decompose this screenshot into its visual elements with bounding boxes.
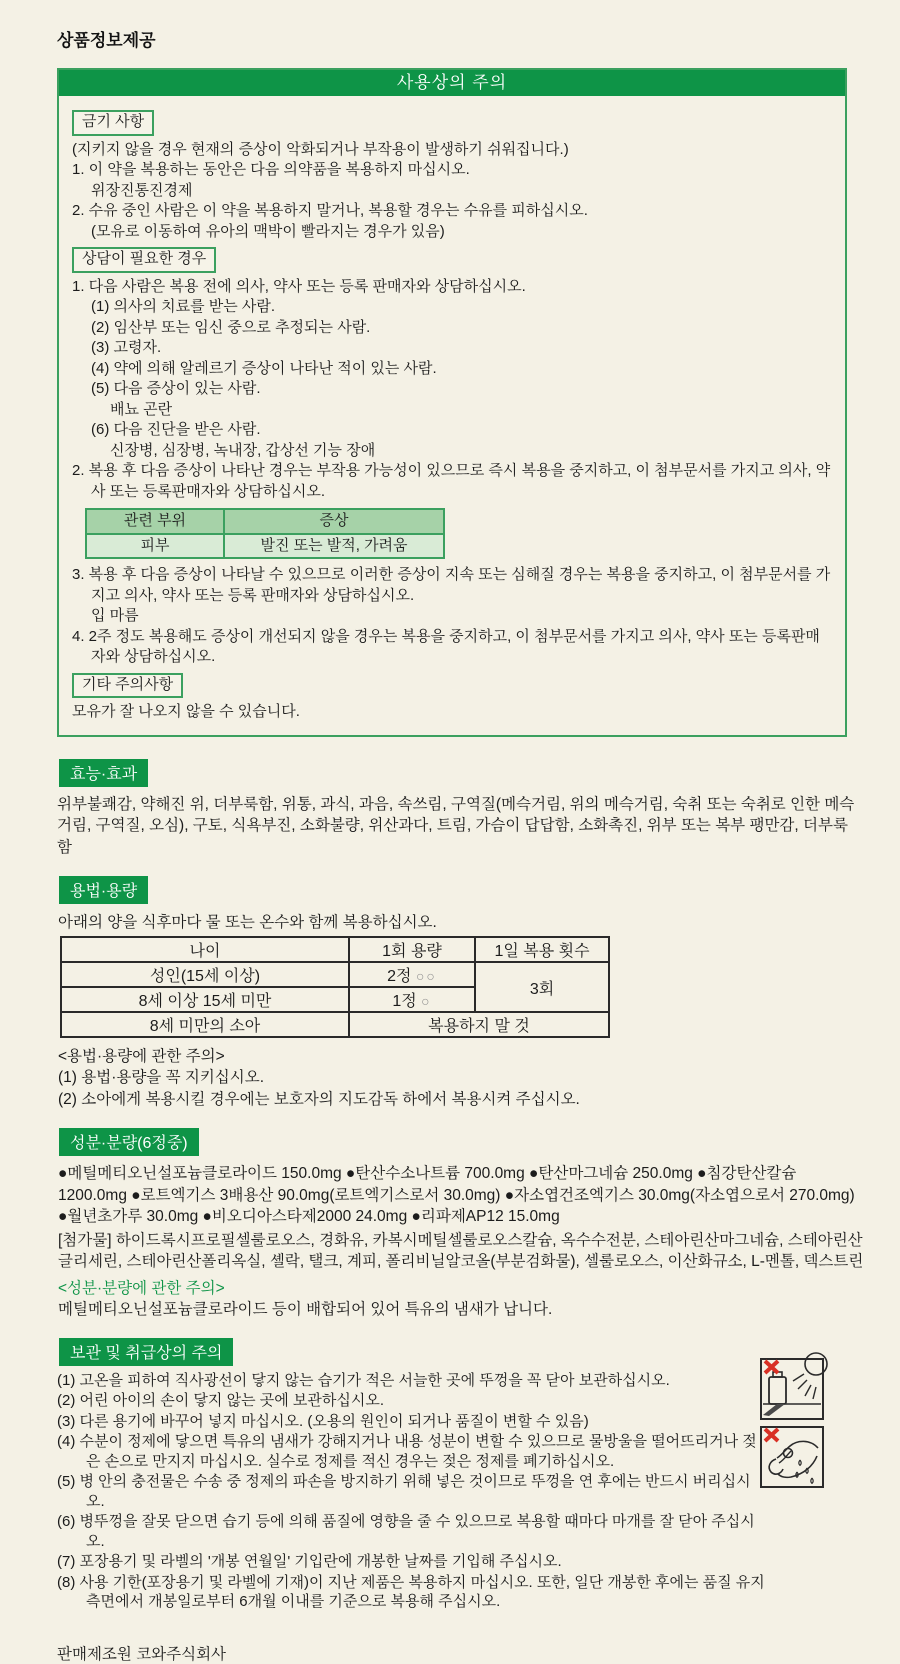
storage-items — [57, 1371, 769, 1612]
other-precautions-text: 모유가 잘 나오지 않을 수 있습니다. — [72, 703, 300, 720]
symptom-table — [85, 508, 445, 559]
consultation-subitem: (1) 의사의 치료를 받는 사람. — [91, 298, 276, 315]
storage-item: (8) 사용 기한(포장용기 및 라벨에 기재)이 지난 제품은 복용하지 마십시오. 또한, 일단 개봉한 후에는 품질 유지 측면에서 개봉일로부터 6개월 이내를 기준으로 복용해 주십시오. — [57, 1573, 765, 1610]
dosage-table-header-cell: 1회 용량 — [349, 937, 475, 962]
dosage-badge: 용법·용량 — [59, 876, 148, 904]
symptom-table-header-cell: 증상 — [224, 509, 444, 534]
symptom-table-cell: 발진 또는 발적, 가려움 — [224, 534, 444, 559]
dosage-note-cell: 복용하지 말 것 — [349, 1012, 609, 1037]
ingredients-note-title: <성분·분량에 관한 주의> — [58, 1279, 225, 1297]
efficacy-badge: 효능·효과 — [59, 759, 148, 787]
contraindications-item-sub: (모유로 이동하여 유아의 맥박이 빨라지는 경우가 있음) — [91, 222, 445, 240]
dosage-dose-cell — [349, 962, 475, 987]
dosage-age-cell: 8세 미만의 소아 — [61, 1012, 349, 1037]
storage-item: (7) 포장용기 및 라벨의 '개봉 연월일' 기입란에 개봉한 날짜를 기입해 주십시오. — [57, 1553, 562, 1570]
consultation-subitem-detail: 신장병, 심장병, 녹내장, 갑상선 기능 장애 — [110, 441, 376, 459]
usage-precautions-box — [57, 68, 847, 737]
efficacy-section — [57, 759, 855, 859]
contraindications-intro: (지키지 않을 경우 현재의 증상이 악화되거나 부작용이 발생하기 쉬워집니다.) — [72, 140, 569, 158]
contraindications-item: 1. 이 약을 복용하는 동안은 다음 의약품을 복용하지 마십시오. — [72, 161, 470, 178]
ingredients-list: ●메틸메티오닌설포늄클로라이드 150.0mg ●탄산수소나트륨 700.0mg ●탄산마그네슘 250.0mg ●침강탄산칼슘 1200.0mg ●로트엑기스 3배용산 90.0mg(로트엑기스로서 30.0mg) ●자소엽건조엑기스 30.0mg(자소엽으로서 270.0mg) ●월년초가루 30.0mg ●비오디아스타제2000 24.0mg ●리파제AP12 15.0mg — [58, 1165, 855, 1225]
symptom-table-cell: 피부 — [86, 534, 224, 559]
dosage-table-row — [61, 962, 609, 987]
dosage-table-header-row — [61, 937, 609, 962]
tablet-circle-icon: ○ — [421, 993, 432, 1009]
dosage-table — [60, 936, 610, 1038]
dosage-intro: 아래의 양을 식후마다 물 또는 온수와 함께 복용하십시오. — [58, 914, 437, 931]
dosage-age-cell: 성인(15세 이상) — [61, 962, 349, 987]
dosage-note-title: <용법·용량에 관한 주의> — [58, 1048, 225, 1065]
frequency-text: 3회 — [529, 980, 555, 998]
storage-item: (3) 다른 용기에 바꾸어 넣지 마십시오. (오용의 원인이 되거나 품질이 변할 수 있음) — [57, 1412, 589, 1430]
usage-box-header: 사용상의 주의 — [59, 70, 845, 96]
manufacturer-text: 판매제조원 코와주식회사 — [57, 1645, 227, 1663]
symptom-table-header-cell: 관련 부위 — [86, 509, 224, 534]
page-title: 상품정보제공 — [57, 31, 156, 50]
symptom-table-header-row — [86, 509, 444, 534]
dosage-table-header-cell: 1일 복용 횟수 — [475, 937, 609, 962]
section-label-contraindications: 금기 사항 — [72, 110, 154, 136]
tablet-circles-icon: ○○ — [415, 968, 437, 984]
storage-item: (4) 수분이 정제에 닿으면 특유의 냄새가 강해지거나 내용 성분이 변할 수 있으므로 물방울을 떨어뜨리거나 젖은 손으로 만지지 마십시오. 실수로 정제를 적신 경우는 젖은 정제를 폐기하십시오. — [57, 1433, 757, 1470]
dosage-age-cell: 8세 이상 15세 미만 — [61, 987, 349, 1012]
storage-item: (5) 병 안의 충전물은 수송 중 정제의 파손을 방지하기 위해 넣은 것이므로 뚜껑을 연 후에는 반드시 버리십시오. — [57, 1473, 751, 1510]
dosage-table-header-cell: 나이 — [61, 937, 349, 962]
consultation-item: 4. 2주 정도 복용해도 증상이 개선되지 않을 경우는 복용을 중지하고, 이 첨부문서를 가지고 의사, 약사 또는 등록판매자와 상담하십시오. — [72, 627, 820, 665]
dose-text: 2정 — [387, 968, 412, 985]
storage-item: (6) 병뚜껑을 잘못 닫으면 습기 등에 의해 품질에 영향을 줄 수 있으므로 복용할 때마다 마개를 잘 닫아 주십시오. — [57, 1513, 755, 1550]
dose-text: 1정 — [392, 993, 417, 1010]
consultation-item: 2. 복용 후 다음 증상이 나타난 경우는 부작용 가능성이 있으므로 즉시 복용을 중지하고, 이 첨부문서를 가지고 의사, 약사 또는 등록판매자와 상담하십시오. — [72, 462, 831, 500]
storage-item: (2) 어린 아이의 손이 닿지 않는 곳에 보관하십시오. — [57, 1392, 384, 1409]
dosage-section — [57, 876, 846, 1110]
consultation-subitem: (2) 임산부 또는 임신 중으로 추정되는 사람. — [91, 318, 371, 336]
consultation-item-sub: 입 마름 — [91, 607, 139, 624]
contraindications-item: 2. 수유 중인 사람은 이 약을 복용하지 말거나, 복용할 경우는 수유를 피하십시오. — [72, 202, 588, 219]
dosage-frequency-cell — [475, 962, 609, 1012]
symptom-table-row — [86, 534, 444, 559]
storage-badge: 보관 및 취급상의 주의 — [59, 1338, 233, 1366]
ingredients-note: 메틸메티오닌설포늄클로라이드 등이 배합되어 있어 특유의 냄새가 납니다. — [58, 1300, 553, 1318]
dosage-dose-cell — [349, 987, 475, 1012]
consultation-item: 3. 복용 후 다음 증상이 나타날 수 있으므로 이러한 증상이 지속 또는 심해질 경우는 복용을 중지하고, 이 첨부문서를 가지고 의사, 약사 또는 등록 판매자와 상담하십시오. — [72, 566, 831, 604]
ingredients-section — [57, 1128, 864, 1320]
storage-section — [57, 1338, 846, 1612]
no-direct-sunlight-icon — [760, 1358, 824, 1420]
section-label-consultation: 상담이 필요한 경우 — [72, 247, 216, 273]
storage-item: (1) 고온을 피하여 직사광선이 닿지 않는 습기가 적은 서늘한 곳에 뚜껑을 꼭 닫아 보관하십시오. — [57, 1371, 670, 1389]
consultation-item: 1. 다음 사람은 복용 전에 의사, 약사 또는 등록 판매자와 상담하십시오. — [72, 277, 526, 295]
consultation-subitem: (4) 약에 의해 알레르기 증상이 나타난 적이 있는 사람. — [91, 359, 437, 377]
section-label-other-precautions: 기타 주의사항 — [72, 673, 183, 699]
contraindications-item-sub: 위장진통진경제 — [91, 181, 193, 199]
ingredients-badge: 성분·분량(6정중) — [59, 1128, 199, 1156]
usage-box-body — [59, 96, 845, 735]
dosage-note: (1) 용법·용량을 꼭 지키십시오. — [58, 1069, 265, 1086]
dosage-table-row — [61, 1012, 609, 1037]
no-wet-hands-icon — [760, 1426, 824, 1488]
consultation-subitem-detail: 배뇨 곤란 — [110, 400, 173, 418]
ingredients-additives: [첨가물] 하이드록시프로필셀룰로오스, 경화유, 카복시메틸셀룰로오스칼슘, 옥수수전분, 스테아린산마그네슘, 스테아린산글리세린, 스테아린산폴리옥실, 셸락, 탤크, 계피, 폴리비닐알코올(부분검화물), 셀룰로오스, 이산화규소, L-멘톨, 덱스트린 — [58, 1231, 864, 1270]
consultation-subitem: (6) 다음 진단을 받은 사람. — [91, 421, 261, 438]
consultation-subitem: (5) 다음 증상이 있는 사람. — [91, 380, 261, 397]
consultation-subitem: (3) 고령자. — [91, 339, 162, 356]
dosage-note: (2) 소아에게 복용시킬 경우에는 보호자의 지도감독 하에서 복용시켜 주십시오. — [58, 1091, 580, 1108]
efficacy-text: 위부불쾌감, 약해진 위, 더부룩함, 위통, 과식, 과음, 속쓰림, 구역질(메슥거림, 위의 메슥거림, 숙취 또는 숙취로 인한 메슥거림, 구역질, 오심), 구토, 식욕부진, 소화불량, 위산과다, 트림, 가슴이 답답함, 소화촉진, 위부 또는 복부 팽만감, 더부룩함 — [57, 795, 855, 856]
